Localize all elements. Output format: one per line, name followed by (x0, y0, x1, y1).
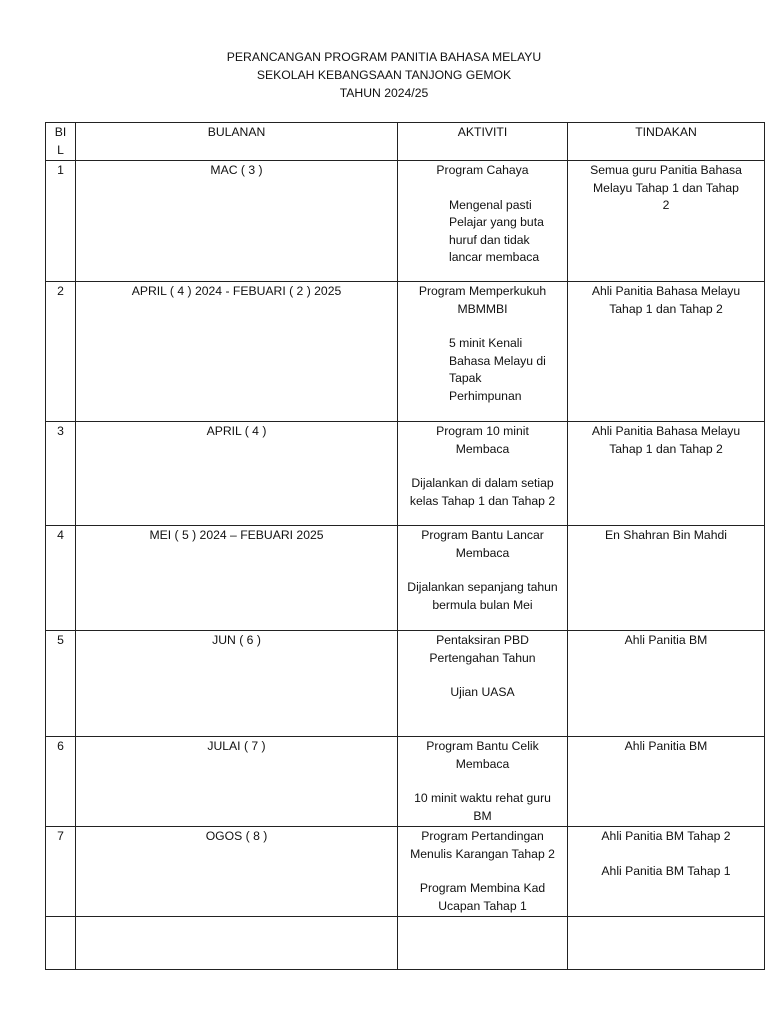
aktiviti-cell: Program Bantu Lancar Membaca Dijalankan sepanjang tahun bermula bulan Mei (398, 526, 568, 631)
empty-cell (398, 917, 568, 970)
heading-school: SEKOLAH KEBANGSAAN TANJONG GEMOK (256, 68, 512, 82)
bulanan-cell: JULAI ( 7 ) (76, 737, 398, 827)
table-header-row (46, 123, 765, 161)
empty-cell (568, 917, 765, 970)
table-row (46, 827, 765, 917)
row-number: 7 (46, 827, 76, 917)
tindakan-cell: Ahli Panitia BM Tahap 2 Ahli Panitia BM Tahap 1 (568, 827, 765, 917)
aktiviti-title: Program Cahaya (436, 163, 529, 177)
bulanan-cell: JUN ( 6 ) (76, 631, 398, 737)
col-header-aktiviti: AKTIVITI (398, 123, 568, 161)
empty-cell (76, 917, 398, 970)
tindakan-cell: Ahli Panitia Bahasa Melayu Tahap 1 dan Tahap 2 (568, 422, 765, 526)
bulanan-cell: OGOS ( 8 ) (76, 827, 398, 917)
row-number: 6 (46, 737, 76, 827)
row-number: 3 (46, 422, 76, 526)
tindakan-cell: Ahli Panitia Bahasa Melayu Tahap 1 dan Tahap 2 (568, 282, 765, 422)
aktiviti-cell: Program 10 minit Membaca Dijalankan di dalam setiap kelas Tahap 1 dan Tahap 2 (398, 422, 568, 526)
table-row (46, 526, 765, 631)
document-heading (0, 48, 768, 102)
aktiviti-cell: Program Pertandingan Menulis Karangan Tahap 2 Program Membina Kad Ucapan Tahap 1 (398, 827, 568, 917)
table-row (46, 161, 765, 282)
tindakan-cell: Ahli Panitia BM (568, 737, 765, 827)
aktiviti-cell (398, 161, 568, 282)
table-row (46, 422, 765, 526)
col-header-bulanan: BULANAN (76, 123, 398, 161)
row-number: 1 (46, 161, 76, 282)
bulanan-cell: MEI ( 5 ) 2024 – FEBUARI 2025 (76, 526, 398, 631)
bulanan-cell: APRIL ( 4 ) 2024 - FEBUARI ( 2 ) 2025 (76, 282, 398, 422)
aktiviti-cell: Program Bantu Celik Membaca 10 minit waktu rehat guru BM (398, 737, 568, 827)
empty-table-row (46, 917, 765, 970)
table-row (46, 737, 765, 827)
heading-title: PERANCANGAN PROGRAM PANITIA BAHASA MELAYU (226, 50, 542, 64)
aktiviti-description: 5 minit Kenali Bahasa Melayu di Tapak Perhimpunan (449, 336, 546, 403)
aktiviti-cell: Program Memperkukuh MBMMBI 5 minit Kenali Bahasa Melayu di Tapak Perhimpunan (398, 282, 568, 422)
table-row (46, 631, 765, 737)
tindakan-cell: En Shahran Bin Mahdi (568, 526, 765, 631)
col-header-bil: BI L (46, 123, 76, 161)
program-plan-table (45, 122, 765, 970)
table-row (46, 282, 765, 422)
col-header-tindakan: TINDAKAN (568, 123, 765, 161)
row-number: 4 (46, 526, 76, 631)
bulanan-cell: APRIL ( 4 ) (76, 422, 398, 526)
heading-year: TAHUN 2024/25 (339, 86, 429, 100)
aktiviti-description: Mengenal pasti Pelajar yang buta huruf dan tidak lancar membaca (449, 197, 544, 264)
row-number: 2 (46, 282, 76, 422)
bulanan-cell: MAC ( 3 ) (76, 161, 398, 282)
aktiviti-cell: Pentaksiran PBD Pertengahan Tahun Ujian UASA (398, 631, 568, 737)
tindakan-cell: Semua guru Panitia Bahasa Melayu Tahap 1 dan Tahap 2 (568, 161, 765, 282)
empty-cell (46, 917, 76, 970)
row-number: 5 (46, 631, 76, 737)
tindakan-cell: Ahli Panitia BM (568, 631, 765, 737)
